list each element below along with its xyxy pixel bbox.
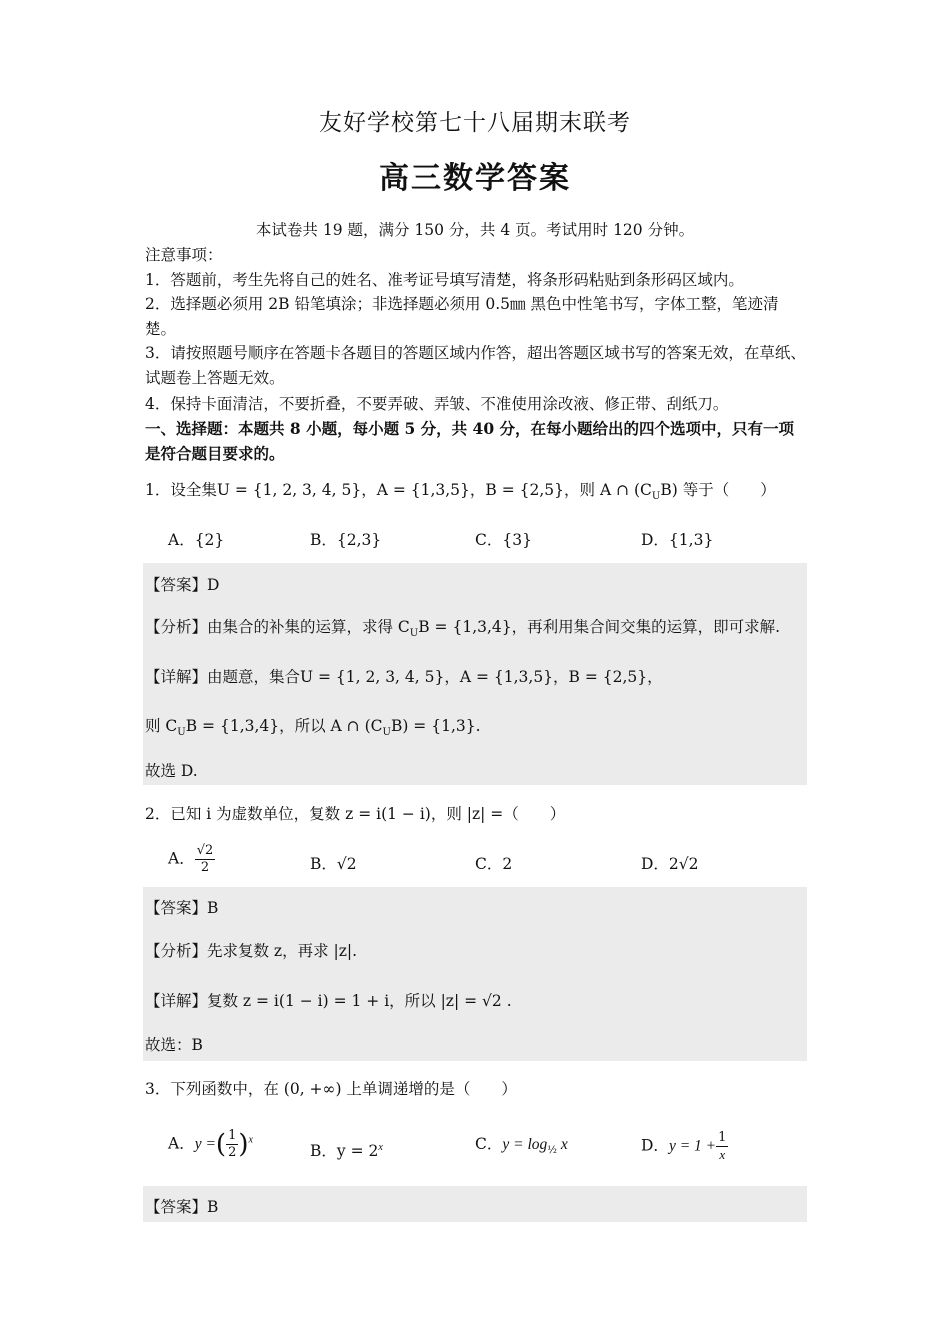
q3-option-c-prefix: y = log bbox=[502, 1136, 548, 1153]
q2-option-a-fraction bbox=[195, 843, 216, 876]
q1-analysis bbox=[145, 615, 780, 639]
q1-option-d: D．{1,3} bbox=[641, 531, 714, 549]
q3-option-b-text: B．y = 2 bbox=[310, 1142, 379, 1160]
q2-stem: 2．已知 i 为虚数单位，复数 z = i(1 − i)，则 |z| =（ ） bbox=[145, 805, 566, 823]
q3-option-c-tail: x bbox=[556, 1136, 568, 1153]
q3-stem: 3．下列函数中，在 (0, +∞) 上单调递增的是（ ） bbox=[145, 1080, 517, 1098]
q3-option-b bbox=[310, 1139, 383, 1161]
q2-analysis: 【分析】先求复数 z，再求 |z|. bbox=[145, 942, 358, 960]
q2-solution-box bbox=[143, 887, 807, 1061]
q3-option-c-label: C． bbox=[475, 1135, 503, 1153]
q2-option-a bbox=[168, 843, 215, 876]
q3-option-a-numerator: 1 bbox=[228, 1128, 237, 1143]
q1-detail2-text: 则 C bbox=[145, 717, 178, 735]
q3-option-a-lparen: ( bbox=[215, 1129, 227, 1160]
q3-option-d-denominator: x bbox=[719, 1147, 726, 1162]
school-name: 友好学校第七十八届期末联考 bbox=[319, 110, 631, 136]
q1-detail2-mid: B = {1,3,4}，所以 A ∩ (C bbox=[185, 717, 383, 735]
q3-option-a-exponent: x bbox=[248, 1134, 253, 1146]
page-title: 高三数学答案 bbox=[379, 161, 571, 196]
q1-detail-line2 bbox=[145, 714, 481, 738]
q1-stem-text: 1．设全集U = {1, 2, 3, 4, 5}，A = {1,3,5}，B = {2,5}，则 A ∩ (C bbox=[145, 481, 652, 499]
q3-option-d-numerator: 1 bbox=[718, 1130, 727, 1145]
section-heading: 一、选择题：本题共 8 小题，每小题 5 分，共 40 分，在每小题给出的四个选项中，只有一项是符合题目要求的。 bbox=[145, 419, 795, 463]
q3-option-a-denominator: 2 bbox=[228, 1145, 237, 1160]
q2-option-a-denominator: 2 bbox=[200, 860, 210, 875]
q3-solution-box bbox=[143, 1186, 807, 1222]
q1-analysis-text: 【分析】由集合的补集的运算，求得 C bbox=[145, 618, 410, 636]
note-item-2: 2．选择题必须用 2B 铅笔填涂；非选择题必须用 0.5㎜ 黑色中性笔书写，字体工整，笔迹清楚。 bbox=[145, 295, 779, 338]
q3-option-a-fraction bbox=[226, 1128, 238, 1161]
q2-option-d: D．2√2 bbox=[641, 855, 699, 873]
q2-option-c: C．2 bbox=[475, 855, 513, 873]
exam-summary: 本试卷共 19 题，满分 150 分，共 4 页。考试用时 120 分钟。 bbox=[255, 221, 695, 239]
q3-option-d bbox=[641, 1130, 728, 1163]
q1-detail2-tail: B) = {1,3}. bbox=[390, 717, 481, 735]
q3-answer: 【答案】B bbox=[145, 1198, 219, 1216]
note-item-1: 1．答题前，考生先将自己的姓名、准考证号填写清楚，将条形码粘贴到条形码区域内。 bbox=[145, 271, 744, 289]
q1-detail: 【详解】由题意，集合U = {1, 2, 3, 4, 5}，A = {1,3,5}，B = {2,5}， bbox=[145, 668, 663, 686]
note-item-4: 4．保持卡面清洁，不要折叠，不要弄破、弄皱、不准使用涂改液、修正带、刮纸刀。 bbox=[145, 395, 729, 413]
q1-analysis-subscript: U bbox=[409, 628, 419, 640]
q3-option-c bbox=[475, 1132, 568, 1156]
note-item-3: 3．请按照题号顺序在答题卡各题目的答题区域内作答，超出答题区域书写的答案无效，在草纸、试题卷上答题无效。 bbox=[145, 344, 806, 387]
q3-option-d-label: D． bbox=[641, 1136, 669, 1155]
q2-option-b: B．√2 bbox=[310, 855, 357, 873]
q2-conclusion: 故选：B bbox=[145, 1036, 203, 1054]
q3-option-a-label: A． bbox=[168, 1134, 195, 1153]
q3-option-a-prefix: y = bbox=[194, 1135, 216, 1153]
q3-option-a bbox=[168, 1128, 253, 1161]
q3-option-b-exponent: x bbox=[378, 1141, 383, 1153]
notes-heading: 注意事项： bbox=[145, 246, 223, 264]
q1-option-c: C．{3} bbox=[475, 531, 532, 549]
q3-option-d-fraction bbox=[716, 1130, 728, 1163]
q1-detail2-subscript: U bbox=[177, 727, 186, 739]
q3-option-c-base: ½ bbox=[547, 1145, 557, 1157]
q1-stem bbox=[145, 478, 776, 502]
q1-answer: 【答案】D bbox=[145, 576, 220, 594]
q1-option-a: A．{2} bbox=[168, 531, 225, 549]
q3-option-d-prefix: y = 1 + bbox=[668, 1137, 717, 1155]
q2-detail: 【详解】复数 z = i(1 − i) = 1 + i，所以 |z| = √2 . bbox=[145, 992, 512, 1010]
q1-detail2-subscript-2: U bbox=[382, 727, 391, 739]
q1-analysis-tail: B = {1,3,4}，再利用集合间交集的运算，即可求解. bbox=[418, 618, 781, 636]
q2-option-a-numerator: √2 bbox=[196, 843, 214, 858]
q2-answer: 【答案】B bbox=[145, 899, 219, 917]
q1-option-b: B．{2,3} bbox=[310, 531, 382, 549]
q2-option-a-label: A． bbox=[168, 849, 195, 868]
q1-stem-subscript: U bbox=[651, 491, 661, 503]
q1-conclusion: 故选 D. bbox=[145, 762, 198, 780]
q3-option-a-rparen: ) bbox=[238, 1129, 249, 1160]
q1-stem-tail: B) 等于（ ） bbox=[660, 481, 776, 499]
